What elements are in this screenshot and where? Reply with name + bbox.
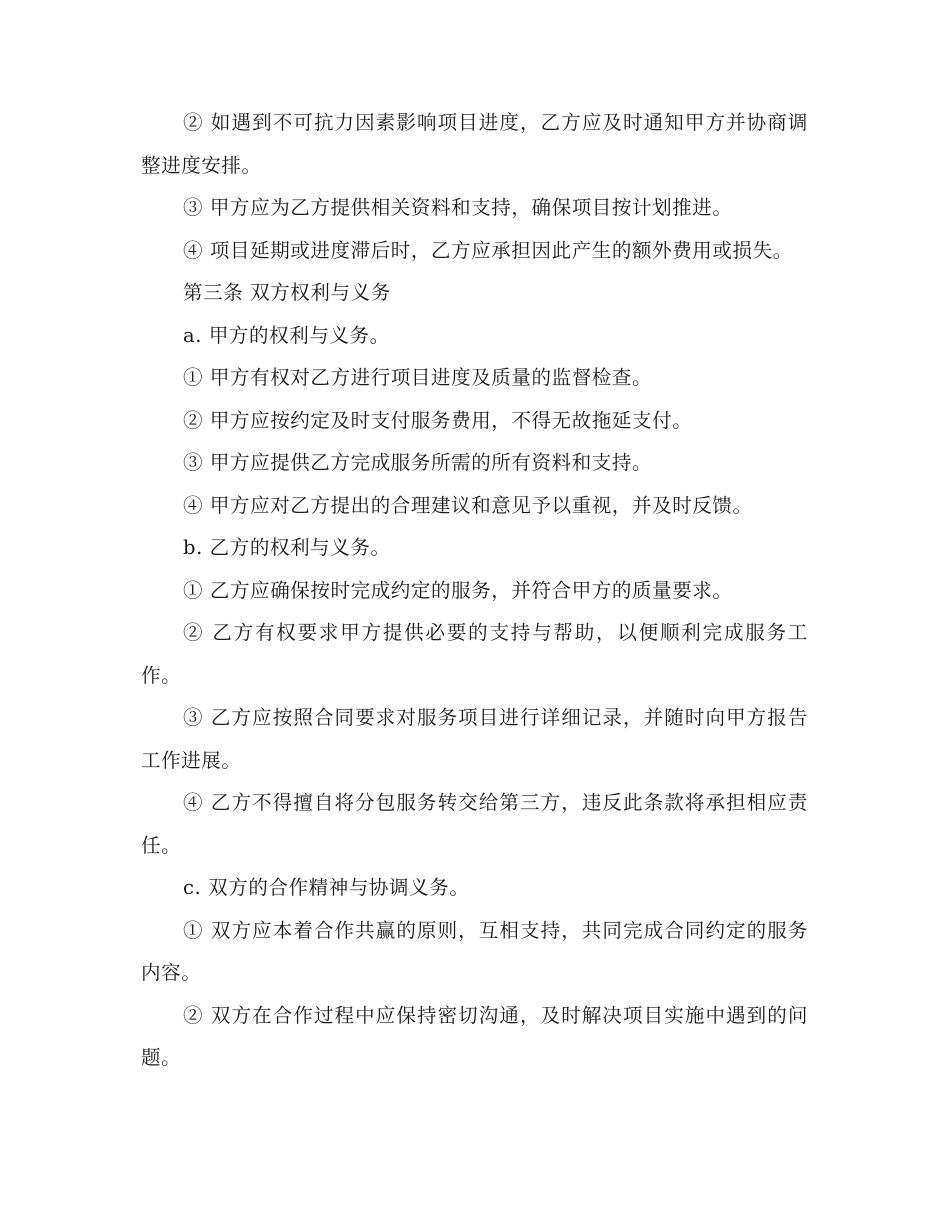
subsection-heading: b. 乙方的权利与义务。 [183,536,391,559]
paragraph: ① 甲方有权对乙方进行项目进度及质量的监督检查。 [183,366,653,389]
paragraph: ④ 甲方应对乙方提出的合理建议和意见予以重视，并及时反馈。 [183,493,753,517]
paragraph: ② 甲方应按约定及时支付服务费用，不得无故拖延支付。 [183,408,693,432]
section-heading: 第三条 双方权利与义务 [183,281,391,304]
paragraph: ③ 甲方应提供乙方完成服务所需的所有资料和支持。 [183,451,653,474]
paragraph: ④ 项目延期或进度滞后时，乙方应承担因此产生的额外费用或损失。 [183,238,793,262]
paragraph: ③ 乙方应按照合同要求对服务项目进行详细记录，并随时向甲方报告工作进展。 [141,706,808,772]
paragraph: ② 双方在合作过程中应保持密切沟通，及时解决项目实施中遇到的问题。 [141,1003,808,1069]
paragraph: ② 如遇到不可抗力因素影响项目进度，乙方应及时通知甲方并协商调整进度安排。 [141,111,808,177]
paragraph: ① 乙方应确保按时完成约定的服务，并符合甲方的质量要求。 [183,578,733,602]
subsection-heading: a. 甲方的权利与义务。 [183,323,390,347]
document-body [141,102,808,1080]
paragraph: ③ 甲方应为乙方提供相关资料和支持，确保项目按计划推进。 [183,196,733,219]
subsection-heading: c. 双方的合作精神与协调义务。 [183,876,470,899]
paragraph: ① 双方应本着合作共赢的原则，互相支持，共同完成合同约定的服务内容。 [141,918,808,984]
paragraph: ② 乙方有权要求甲方提供必要的支持与帮助，以便顺利完成服务工作。 [141,621,808,687]
paragraph: ④ 乙方不得擅自将分包服务转交给第三方，违反此条款将承担相应责任。 [141,791,808,857]
